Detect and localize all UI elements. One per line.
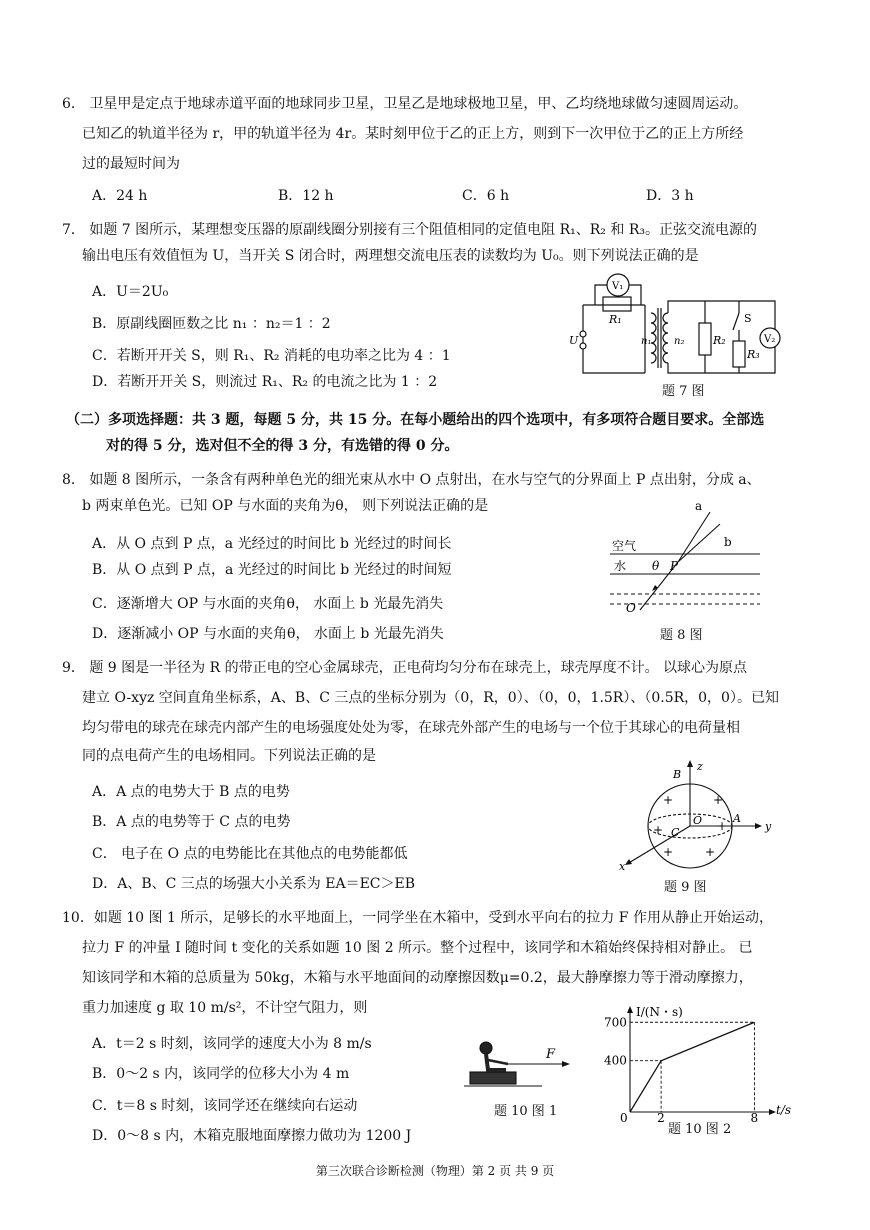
label-y: y — [765, 820, 772, 833]
q9-option-c: C． 电子在 O 点的电势能比在其他点的电势能都低 — [92, 846, 408, 862]
q8-option-a: A．从 O 点到 P 点，a 光经过的时间比 b 光经过的时间长 — [92, 536, 452, 552]
r2-resistor — [699, 323, 711, 355]
q10-option-b: B．0～2 s 内，该同学的位移大小为 4 m — [92, 1066, 350, 1082]
q9-figure-caption: 题 9 图 — [664, 880, 707, 895]
r1-label: R₁ — [609, 313, 622, 326]
s-label: S — [744, 312, 752, 325]
charge-plus-1: + — [663, 793, 674, 807]
xtick-8: 8 — [750, 1111, 759, 1124]
chart-ylabel: I/(N・s) — [636, 1005, 683, 1019]
primary-coil — [651, 313, 656, 363]
q6-option-d: D．3 h — [646, 188, 694, 204]
student-arm — [488, 1060, 508, 1064]
q10-option-a: A．t＝2 s 时刻，该同学的速度大小为 8 m/s — [92, 1036, 372, 1052]
q9-line-2: 建立 O-xyz 空间直角坐标系，A、B、C 三点的坐标分别为（0，R，0）、（0，0，1.5R）、（0.5R，0，0）。已知 — [82, 690, 779, 706]
xtick-2: 2 — [657, 1111, 665, 1124]
r1-resistor — [603, 297, 631, 311]
label-c: C — [671, 826, 680, 839]
section2-heading-line-2: 对的得 5 分，选对但不全的得 3 分，有选错的得 0 分。 — [106, 438, 459, 454]
section2-heading-line-1: （二）多项选择题：共 3 题，每题 5 分，共 15 分。在每小题给出的四个选项中，有多项符合题目要求。全部选 — [66, 412, 765, 428]
label-a: A — [733, 812, 741, 825]
source-terminal — [580, 331, 586, 337]
force-arrow — [562, 1061, 570, 1067]
secondary-coil — [663, 313, 668, 363]
charge-plus-6: + — [705, 845, 716, 859]
q6-option-b: B．12 h — [278, 188, 334, 204]
q7-option-b: B．原副线圈匝数之比 n₁ ：n₂＝1 ：2 — [92, 316, 331, 332]
q7-option-d: D．若断开开关 S，则流过 R₁、R₂ 的电流之比为 1 ：2 — [92, 374, 438, 390]
q9-line-3: 均匀带电的球壳在球壳内部产生的电场强度处处为零，在球壳外部产生的电场与一个位于其球心的电荷量相 — [82, 720, 740, 736]
u-label: U — [569, 334, 579, 347]
q6-line-2: 已知乙的轨道半径为 r，甲的轨道半径为 4r。某时刻甲位于乙的正上方，则到下一次甲位于乙的正上方所经 — [82, 126, 744, 142]
label-a: a — [695, 499, 703, 513]
q7-line-2: 输出电压有效值恒为 U，当开关 S 闭合时，两理想交流电压表的读数均为 U₀。则下列说法正确的是 — [82, 248, 699, 264]
q10-figure-1-caption: 题 10 图 1 — [494, 1104, 558, 1119]
q6-line-3: 过的最短时间为 — [82, 156, 180, 172]
wooden-box — [470, 1072, 516, 1084]
q8-option-d: D．逐渐减小 OP 与水面的夹角θ， 水面上 b 光最先消失 — [92, 626, 444, 642]
switch-s — [733, 313, 739, 330]
page-footer: 第三次联合诊断检测（物理）第 2 页 共 9 页 — [315, 1164, 555, 1178]
q7-option-a: A．U＝2U₀ — [92, 284, 169, 300]
q9-sphere-figure — [605, 758, 775, 876]
label-x: x — [619, 860, 626, 873]
n1-label: n₁ — [641, 336, 652, 347]
label-water: 水 — [614, 559, 627, 573]
label-air: 空气 — [612, 539, 637, 553]
label-b: b — [724, 535, 732, 549]
v2-label: V₂ — [764, 334, 776, 345]
z-arrow — [687, 760, 693, 767]
q10-line-2: 拉力 F 的冲量 I 随时间 t 变化的关系如题 10 图 2 所示。整个过程中，该同学和木箱始终保持相对静止。 已 — [82, 940, 753, 956]
q8-figure-caption: 题 8 图 — [660, 628, 703, 643]
student-head — [480, 1042, 492, 1054]
n2-label: n₂ — [674, 336, 685, 347]
q9-option-d: D．A、B、C 三点的场强大小关系为 EA＝EC＞EB — [92, 876, 416, 892]
q9-option-a: A．A 点的电势大于 B 点的电势 — [92, 784, 290, 800]
q7-circuit-figure — [565, 268, 785, 398]
label-o: O — [693, 814, 703, 827]
y-arrow — [755, 823, 762, 829]
q10-option-d: D．0～8 s 内，木箱克服地面摩擦力做功为 1200 J — [92, 1128, 412, 1144]
q10-line-4: 重力加速度 g 取 10 m/s²，不计空气阻力，则 — [82, 1000, 368, 1016]
q6-line-1: 6． 卫星甲是定点于地球赤道平面的地球同步卫星，卫星乙是地球极地卫星，甲、乙均绕地球做匀速圆周运动。 — [62, 96, 748, 112]
impulse-line — [630, 1022, 754, 1112]
q10-figure-2-caption: 题 10 图 2 — [668, 1122, 732, 1137]
x-axis-arrow — [769, 1109, 776, 1115]
q10-line-3: 知该同学和木箱的总质量为 50kg，木箱与水平地面间的动摩擦因数μ=0.2，最大静摩擦力等于滑动摩擦力， — [82, 970, 753, 986]
ytick-400: 400 — [604, 1053, 627, 1068]
q9-line-1: 9． 题 9 图是一半径为 R 的带正电的空心金属球壳，正电荷均匀分布在球壳上，球壳厚度不计。 以球心为原点 — [62, 660, 748, 676]
charge-plus-3: + — [653, 823, 664, 837]
r3-resistor — [733, 341, 745, 367]
charge-plus-4: + — [717, 819, 728, 833]
q10-line-1: 10．如题 10 图 1 所示，足够长的水平地面上，一同学坐在木箱中，受到水平向右的拉力 F 作用从静止开始运动， — [62, 910, 773, 926]
r3-label: R₃ — [747, 348, 760, 361]
q8-line-1: 8． 如题 8 图所示，一条含有两种单色光的细光束从水中 O 点射出，在水与空气的分界面上 P 点出射，分成 a、 — [62, 472, 761, 488]
q8-option-b: B．从 O 点到 P 点，a 光经过的时间比 b 光经过的时间短 — [92, 562, 452, 578]
q7-option-c: C．若断开开关 S，则 R₁、R₂ 消耗的电功率之比为 4 ：1 — [92, 348, 451, 364]
charge-plus-2: + — [713, 793, 724, 807]
label-o: O — [626, 601, 636, 615]
q8-option-c: C．逐渐增大 OP 与水面的夹角θ， 水面上 b 光最先消失 — [92, 596, 444, 612]
chart-xlabel: t/s — [776, 1103, 792, 1117]
label-p: P — [670, 559, 679, 573]
v1-lead-left — [595, 285, 607, 305]
ray-arrow — [652, 585, 658, 591]
r2-label: R₂ — [713, 334, 726, 347]
q7-figure-caption: 题 7 图 — [662, 384, 705, 399]
v1-label: V₁ — [612, 281, 624, 292]
q6-option-a: A．24 h — [92, 188, 148, 204]
label-z: z — [697, 760, 703, 773]
charge-plus-5: + — [663, 845, 674, 859]
q9-line-4: 同的点电荷产生的电场相同。下列说法正确的是 — [82, 748, 376, 764]
q10-figure-1 — [462, 1034, 582, 1098]
q7-line-1: 7． 如题 7 图所示，某理想变压器的原副线圈分别接有三个阻值相同的定值电阻 R₁、R₂ 和 R₃。正弦交流电源的 — [62, 222, 757, 238]
force-label: F — [546, 1047, 556, 1062]
ytick-700: 700 — [604, 1015, 627, 1030]
label-b: B — [673, 768, 682, 781]
source-terminal-2 — [580, 343, 586, 349]
q9-option-b: B．A 点的电势等于 C 点的电势 — [92, 814, 291, 830]
chart-origin: 0 — [620, 1111, 628, 1124]
label-theta: θ — [652, 559, 660, 573]
q8-light-figure — [600, 498, 770, 622]
q10-option-c: C．t＝8 s 时刻，该同学还在继续向右运动 — [92, 1098, 358, 1114]
q8-line-2: b 两束单色光。已知 OP 与水面的夹角为θ， 则下列说法正确的是 — [82, 498, 489, 514]
q10-impulse-chart — [600, 1002, 800, 1124]
q6-option-c: C．6 h — [462, 188, 510, 204]
y-axis-arrow — [627, 1006, 633, 1013]
